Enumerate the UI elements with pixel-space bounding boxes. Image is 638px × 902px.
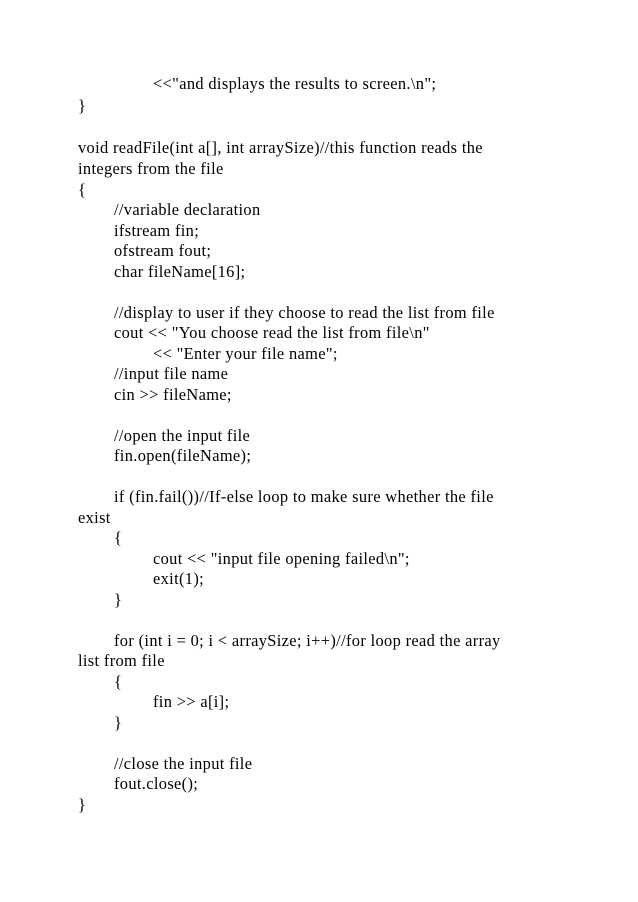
code-line: char fileName[16]; (114, 262, 246, 281)
code-line: { (114, 672, 123, 691)
code-line: { (114, 528, 123, 547)
code-line: exit(1); (153, 569, 205, 588)
code-line: <<"and displays the results to screen.\n"; (153, 74, 437, 93)
code-line: void readFile(int a[], int arraySize)//this function reads the (78, 138, 483, 157)
code-line: fin.open(fileName); (114, 446, 252, 465)
code-line: //variable declaration (114, 200, 261, 219)
code-line: integers from the file (78, 159, 224, 178)
code-line: } (78, 96, 87, 115)
code-line: cout << "You choose read the list from file\n" (114, 323, 430, 342)
code-line: exist (78, 508, 111, 527)
code-line: fin >> a[i]; (153, 692, 230, 711)
code-line: } (114, 590, 123, 609)
code-line: //input file name (114, 364, 229, 383)
code-line: } (78, 795, 87, 814)
code-line: //close the input file (114, 754, 253, 773)
code-line: ifstream fin; (114, 221, 200, 240)
code-line: list from file (78, 651, 165, 670)
code-line: //display to user if they choose to read the list from file (114, 303, 495, 322)
code-line: { (78, 180, 87, 199)
code-line: ofstream fout; (114, 241, 212, 260)
code-line: } (114, 713, 123, 732)
code-line: cin >> fileName; (114, 385, 232, 404)
code-line: if (fin.fail())//If-else loop to make sure whether the file (114, 487, 494, 506)
code-line: for (int i = 0; i < arraySize; i++)//for loop read the array (114, 631, 501, 650)
code-line: //open the input file (114, 426, 251, 445)
code-line: cout << "input file opening failed\n"; (153, 549, 410, 568)
code-line: fout.close(); (114, 774, 199, 793)
code-line: << "Enter your file name"; (153, 344, 338, 363)
